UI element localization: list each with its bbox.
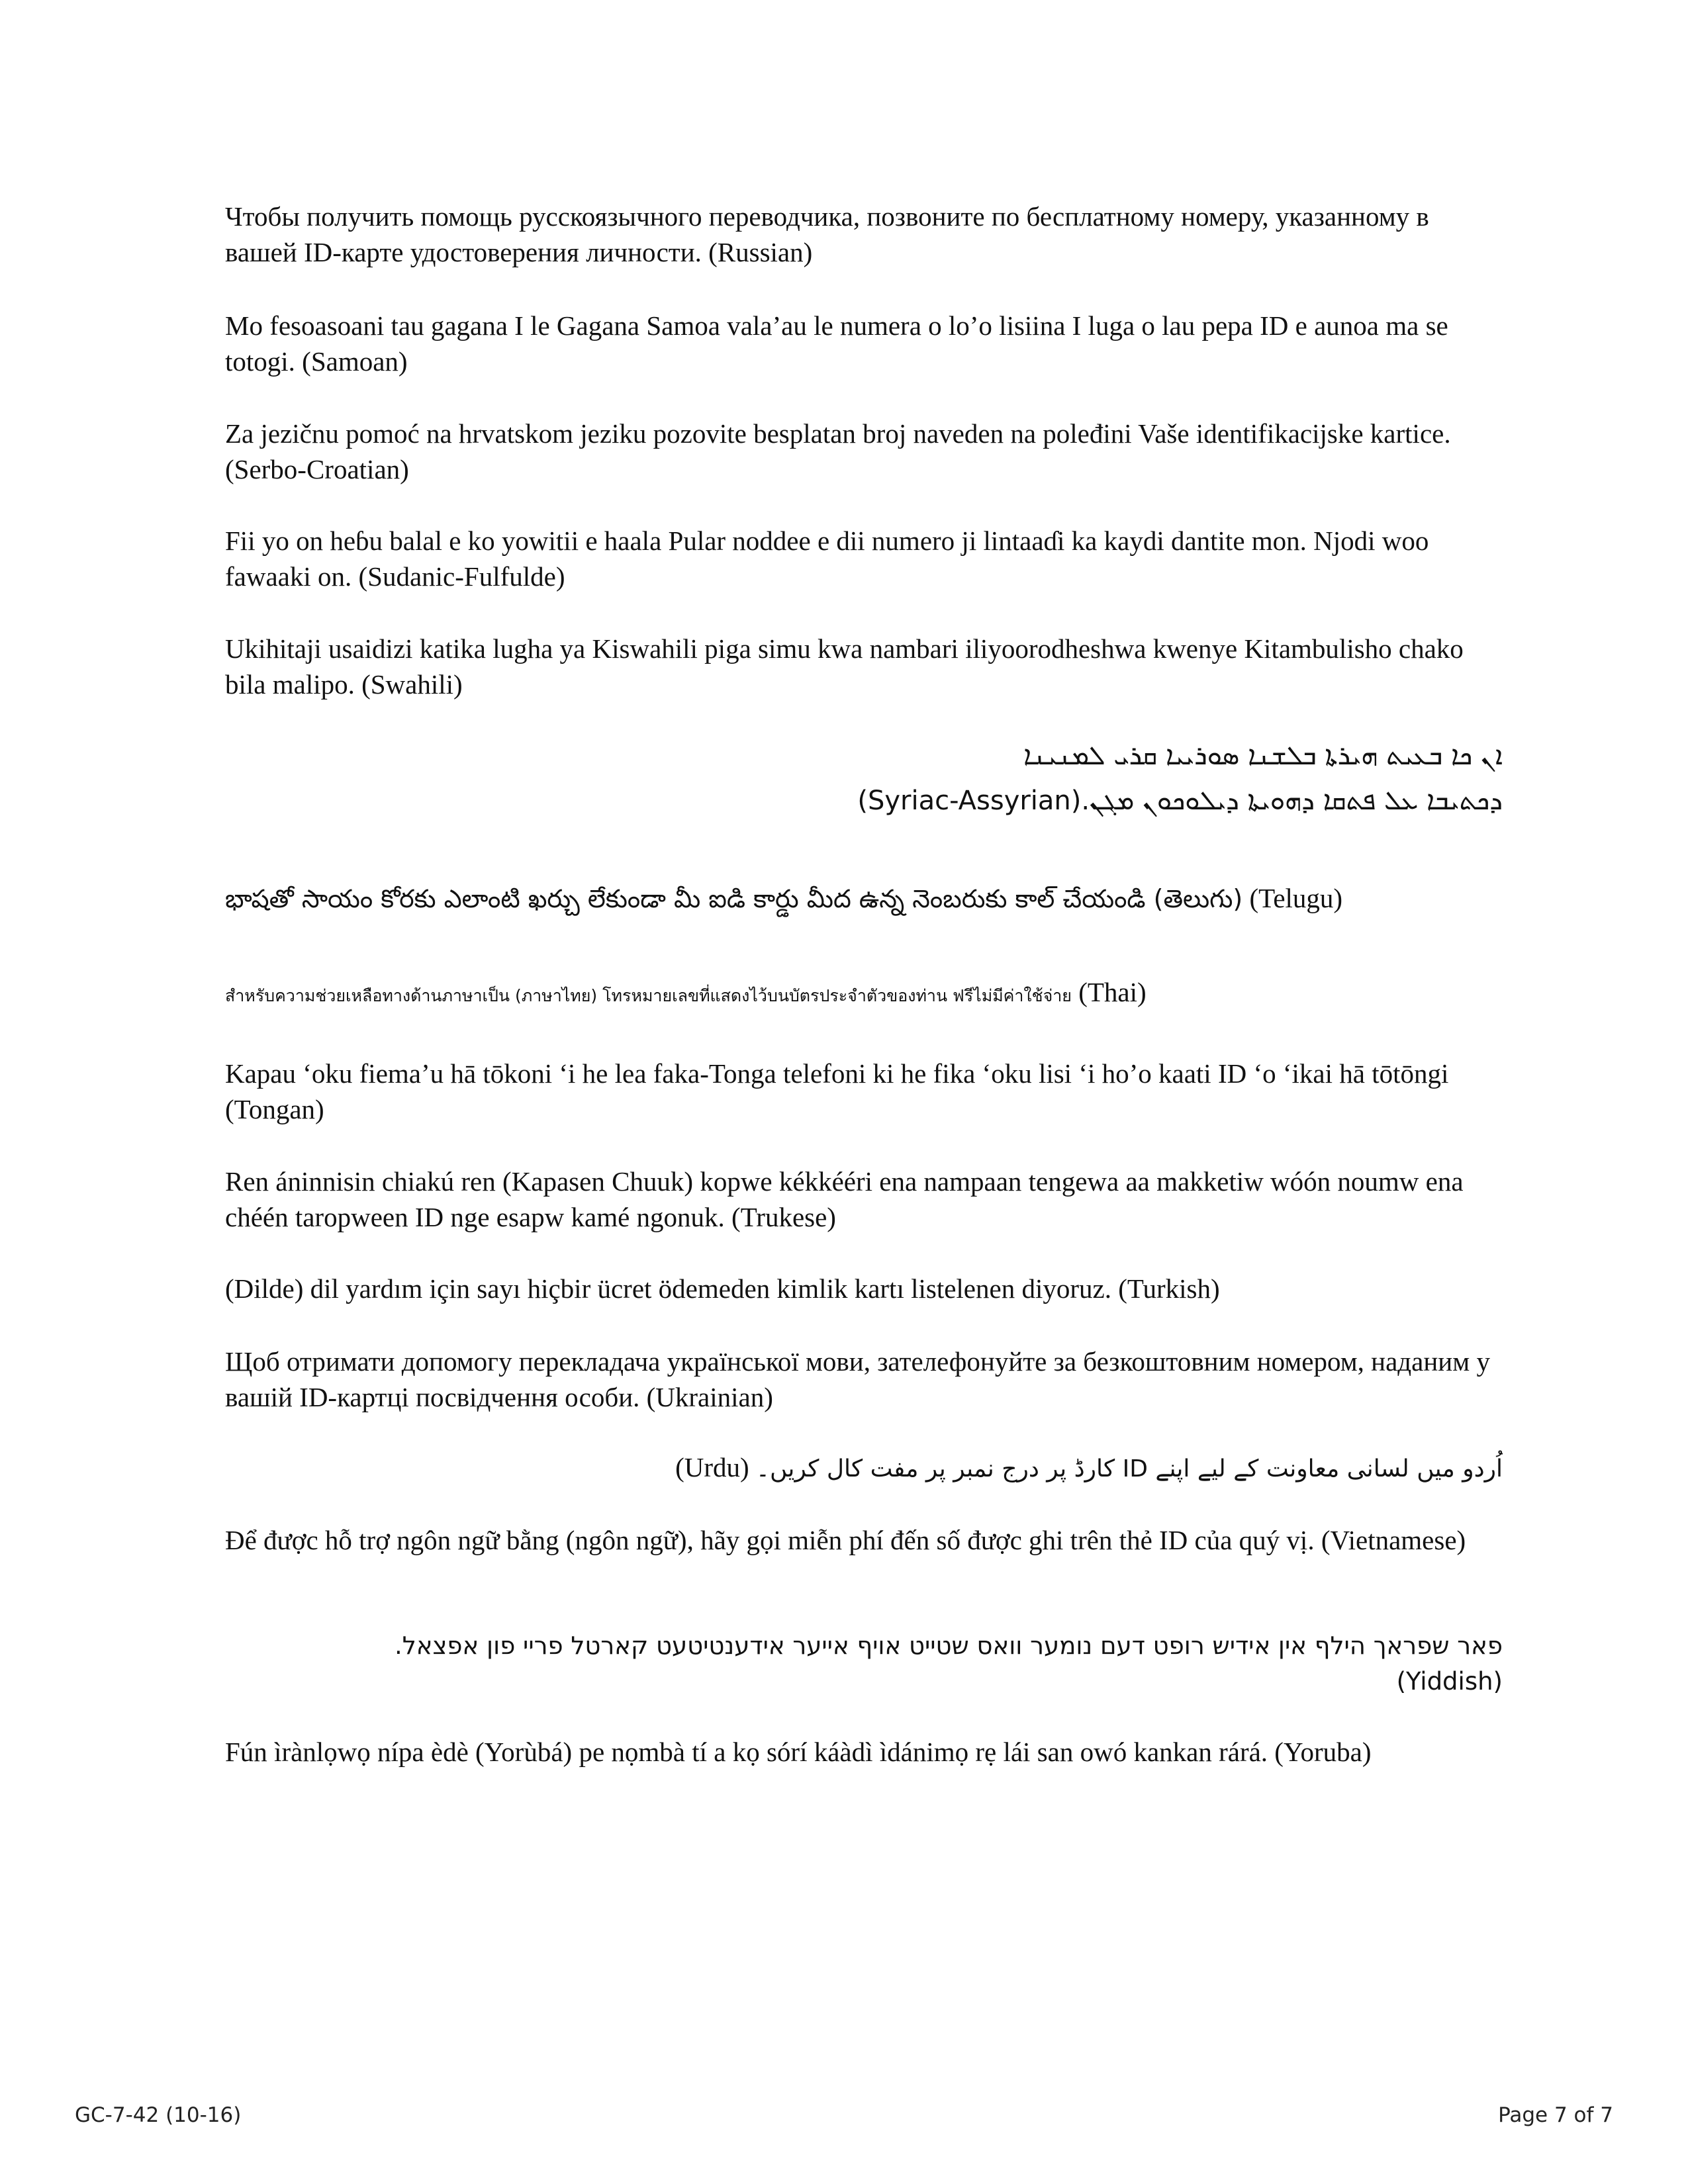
paragraph-telugu <box>225 880 1503 917</box>
paragraph-ukrainian: Щоб отримати допомогу перекладача української мови, зателефонуйте за безкоштовним номером, наданим у вашій ID-картці посвідчення особи. (Ukrainian) <box>225 1346 1490 1412</box>
paragraph-sudanic-fulfulde: Fii yo on heɓu balal e ko yowitii e haala Pular noddee e dii numero ji lintaaɗi ka kaydi dantite mon. Njodi woo fawaaki on. (Sudanic-Fulfulde) <box>225 525 1429 592</box>
thai-text: สำหรับความช่วยเหลือทางด้านภาษาเป็น (ภาษาไทย) โทรหมายเลขที่แสดงไว้บนบัตรประจำตัวของท่าน ฟรีไม่มีค่าใช้จ่าย <box>225 986 1072 1005</box>
footer-form-id: GC-7-42 (10-16) <box>75 2103 242 2127</box>
syriac-line-2-wrap <box>225 782 1503 819</box>
paragraph-trukese: Ren áninnisin chiakú ren (Kapasen Chuuk) kopwe kékkééri ena nampaan tengewa aa makketiw wóón noumw ena chéén taropween ID nge esapw kamé ngonuk. (Trukese) <box>225 1166 1464 1232</box>
paragraph-turkish: (Dilde) dil yardım için sayı hiçbir ücret ödemeden kimlik kartı listelenen diyoruz. (Turkish) <box>225 1273 1220 1304</box>
paragraph-swahili: Ukihitaji usaidizi katika lugha ya Kiswahili piga simu kwa nambari iliyoorodheshwa kwenye Kitambulisho chako bila malipo. (Swahili) <box>225 633 1464 700</box>
paragraph-vietnamese: Để được hỗ trợ ngôn ngữ bằng (ngôn ngữ), hãy gọi miễn phí đến số được ghi trên thẻ ID của quý vị. (Vietnamese) <box>225 1525 1466 1555</box>
telugu-label: (Telugu) <box>1249 883 1343 913</box>
yiddish-label: (Yiddish) <box>1396 1667 1503 1696</box>
paragraph-thai <box>225 974 1503 1014</box>
paragraph-russian: Чтобы получить помощь русскоязычного переводчика, позвоните по бесплатному номеру, указанному в вашей ID-карте удостоверения личности. (Russian) <box>225 201 1429 267</box>
paragraph-samoan: Mo fesoasoani tau gagana I le Gagana Samoa vala’au le numera o lo’o lisiina I luga o lau pepa ID e aunoa ma se totogi. (Samoan) <box>225 310 1448 377</box>
syriac-label: (Syriac-Assyrian) <box>857 786 1082 816</box>
telugu-text: భాషతో సాయం కోరకు ఎలాంటి ఖర్చు లేకుండా మీ ఐడి కార్డు మీద ఉన్న నెంబరుకు కాల్ చేయండి (తెలుగు) <box>225 884 1243 913</box>
paragraph-yiddish <box>225 1628 1503 1700</box>
paragraph-yoruba: Fún ìrànlọwọ nípa èdè (Yorùbá) pe nọmbà tí a kọ sórí káàdì ìdánimọ rẹ lái san owó kankan rárá. (Yoruba) <box>225 1737 1372 1767</box>
paragraph-serbo-croatian: Za jezičnu pomoć na hrvatskom jeziku pozovite besplatan broj naveden na poleđini Vaše identifikacijske kartice. (Serbo-Croatian) <box>225 418 1451 484</box>
footer-page-number: Page 7 of 7 <box>1498 2103 1613 2127</box>
syriac-line-1: ܐܢ ܟܐ ܒܥܝܬ ܗܝܪܬܐ ܒܠܫܢܐ ܣܘܪܝܝܐ ܩܪܝ ܠܡܢܝܢܐ <box>1023 741 1503 771</box>
paragraph-syriac-assyrian <box>225 736 1503 819</box>
urdu-text: اُردو میں لسانی معاونت کے لیے اپنے ID کارڈ پر درج نمبر پر مفت کال کریں۔ <box>755 1455 1503 1482</box>
paragraph-tongan: Kapau ‘oku fiema’u hā tōkoni ‘i he lea faka-Tonga telefoni ki he fika ‘oku lisi ‘i ho’o kaati ID ‘o ‘ikai hā tōtōngi (Tongan) <box>225 1058 1449 1124</box>
thai-label: (Thai) <box>1078 977 1147 1007</box>
urdu-label: (Urdu) <box>675 1452 749 1482</box>
syriac-line-2: ܕܟܬܝܒܐ ܥܠ ܦܬܩܐ ܕܗܘܝܬܐ ܕܝܠܘܟܘܢ ܡܓܢ. <box>1081 786 1503 816</box>
paragraph-urdu <box>225 1449 1503 1487</box>
yiddish-text: פאר שפראך הילף אין אידיש רופט דעם נומער וואס שטייט אויף אייער אידענטיטעט קארטל פריי פון אפצאל. <box>394 1631 1503 1660</box>
